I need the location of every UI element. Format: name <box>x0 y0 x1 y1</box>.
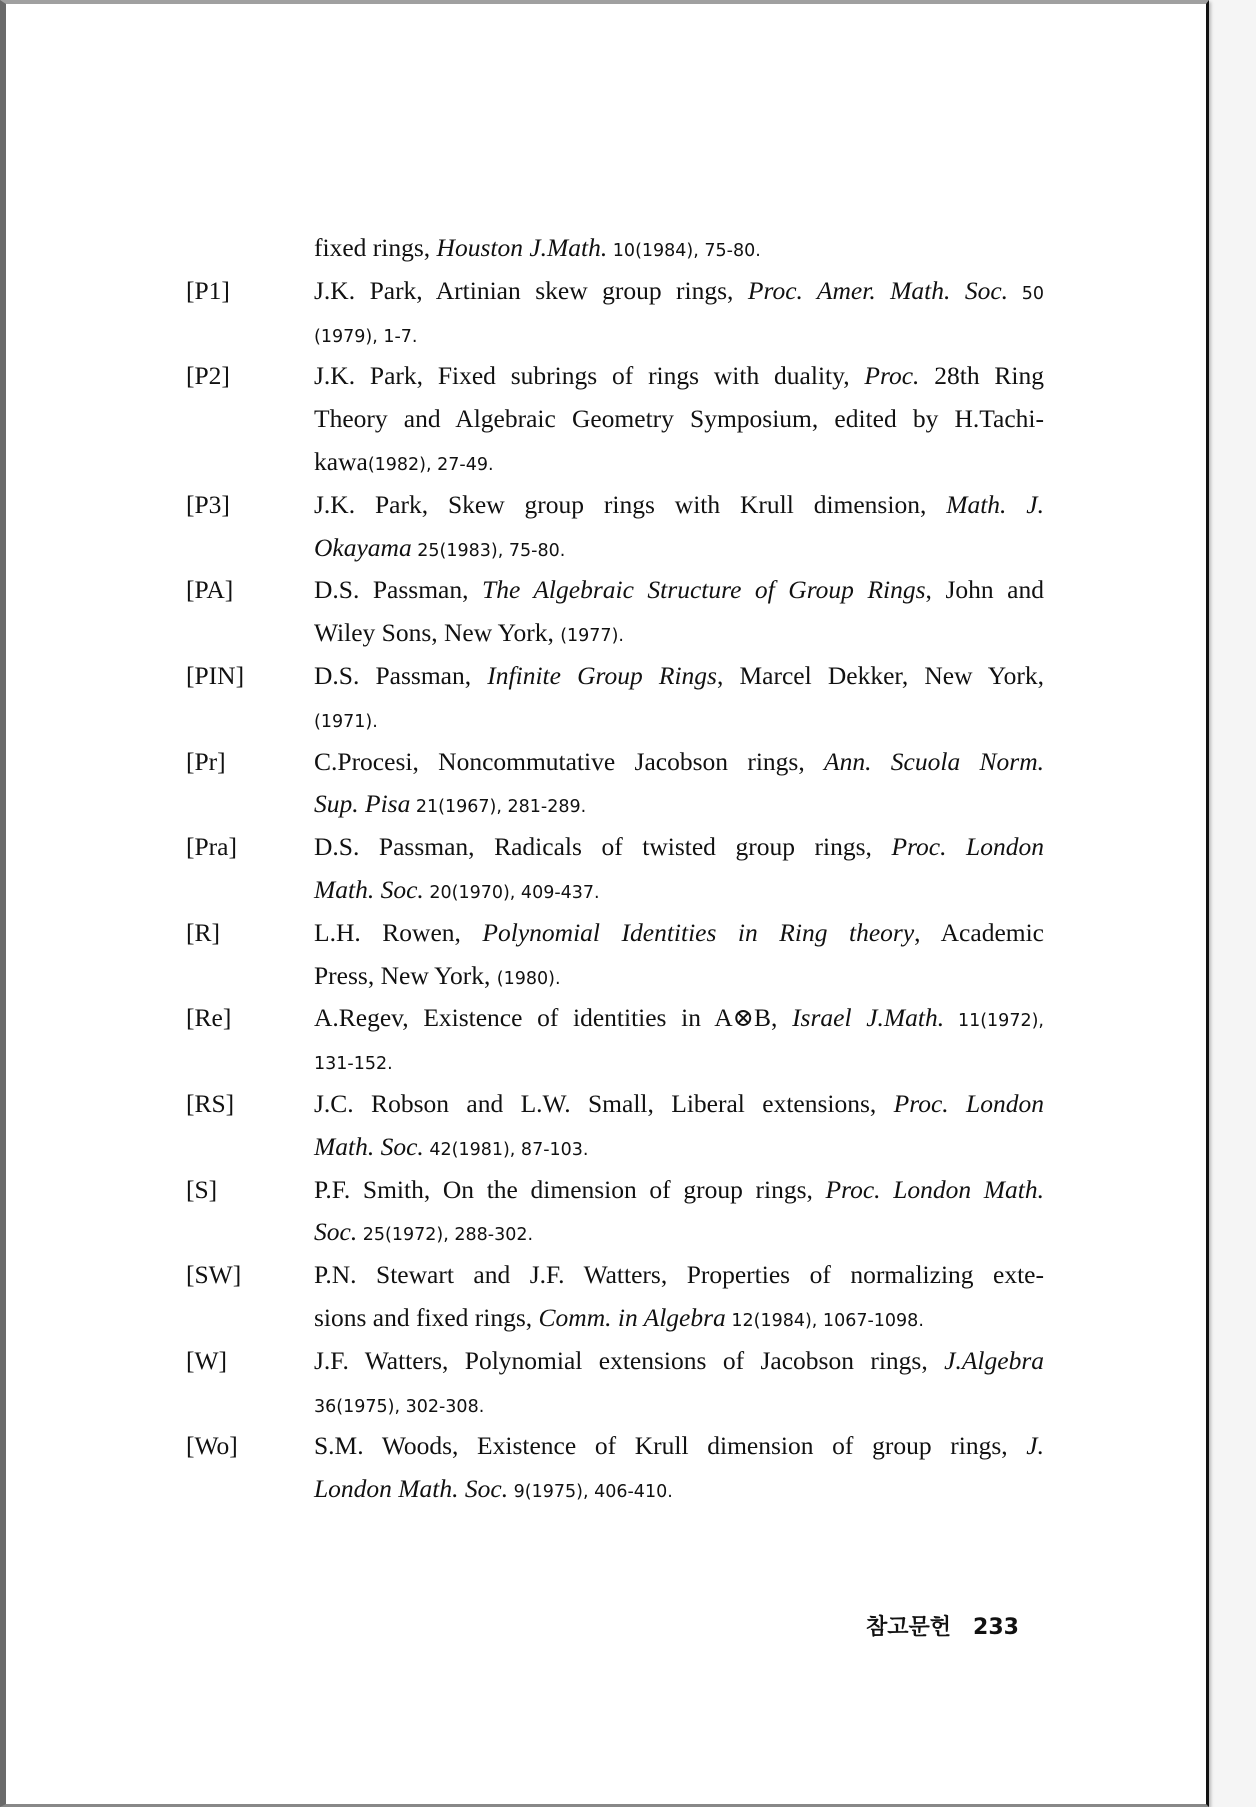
reference-source: Infinite Group Rings <box>487 661 717 690</box>
reference-source: Proc. <box>864 361 920 391</box>
reference-text: J.F. Watters, Polynomial extensions of Jacobson rings, <box>314 1345 945 1375</box>
reference-source: Comm. in Algebra <box>538 1303 726 1332</box>
reference-text: C.Procesi, Noncommutative Jacobson rings, <box>314 746 825 776</box>
reference-text: J.C. Robson and L.W. Small, Liberal extensions, <box>314 1089 894 1118</box>
reference-source: Math. Soc. <box>314 875 424 904</box>
reference-text: (1980). <box>496 968 561 989</box>
reference-line <box>314 354 1044 397</box>
reference-line <box>314 269 1044 312</box>
reference-source: Proc. London Math. <box>825 1174 1044 1204</box>
reference-line <box>314 868 1044 911</box>
reference-text: (1977). <box>560 626 624 647</box>
reference-text: 25(1983), 75-80. <box>411 540 566 561</box>
reference-line <box>314 226 1044 269</box>
reference-label: [PIN] <box>186 661 245 690</box>
reference-text: D.S. Passman, <box>314 575 483 605</box>
reference-line <box>314 1339 1044 1382</box>
reference-source: Okayama <box>314 532 412 562</box>
reference-line <box>314 397 1044 440</box>
reference-source: Math. Soc. <box>314 1131 424 1161</box>
reference-text: 28th Ring <box>919 361 1044 391</box>
reference-text: L.H. Rowen, <box>314 917 483 947</box>
reference-line <box>314 1210 1044 1253</box>
reference-label: [Pr] <box>186 746 226 776</box>
reference-label: [P1] <box>186 275 230 305</box>
reference-line <box>314 1039 1044 1082</box>
reference-source: Math. J. <box>946 489 1044 519</box>
reference-label: [Pra] <box>186 832 237 862</box>
reference-line <box>314 526 1044 569</box>
reference-source: Sup. Pisa <box>314 789 411 819</box>
reference-text: P.F. Smith, On the dimension of group rings, <box>314 1174 826 1204</box>
reference-label: [PA] <box>186 575 234 605</box>
reference-line <box>314 1382 1044 1425</box>
reference-line <box>314 1082 1044 1125</box>
reference-text: Press, New York, <box>314 960 497 990</box>
reference-line <box>314 611 1044 654</box>
reference-text: (1982), 27-49. <box>367 455 494 475</box>
reference-line <box>314 740 1044 783</box>
reference-label: [S] <box>186 1174 218 1204</box>
reference-text: (1971). <box>314 711 378 732</box>
reference-source: Ann. Scuola Norm. <box>824 746 1044 776</box>
reference-text: 20(1970), 409-437. <box>423 883 600 903</box>
reference-source: Israel J.Math. <box>792 1003 945 1033</box>
reference-text: J.K. Park, Artinian skew group rings, <box>314 275 748 305</box>
reference-line <box>314 697 1044 740</box>
reference-line <box>314 312 1044 355</box>
reference-text: A.Regev, Existence of identities in A⊗B, <box>314 1003 793 1033</box>
reference-text: , Academic <box>914 917 1044 947</box>
reference-source: Proc. London <box>891 832 1044 862</box>
reference-text: Wiley Sons, New York, <box>314 618 561 648</box>
reference-text: 11(1972), <box>944 1011 1044 1032</box>
reference-text: 42(1981), 87-103. <box>423 1139 589 1160</box>
reference-line <box>314 954 1044 997</box>
reference-text: 10(1984), 75-80. <box>607 241 761 261</box>
reference-label: [R] <box>186 917 220 947</box>
reference-text: kawa <box>314 447 368 476</box>
reference-line <box>314 911 1044 954</box>
reference-source: Proc. Amer. Math. Soc. <box>747 275 1009 305</box>
section-title: 참고문헌 <box>866 1615 952 1640</box>
reference-label: [W] <box>186 1345 228 1375</box>
reference-text: (1979), 1-7. <box>314 326 418 347</box>
page-number: 233 <box>973 1615 1019 1640</box>
reference-line <box>314 1467 1044 1510</box>
reference-line <box>314 1253 1044 1296</box>
reference-label: [P3] <box>186 489 230 519</box>
reference-text: S.M. Woods, Existence of Krull dimension of group rings, <box>314 1431 1027 1461</box>
reference-source: London Math. Soc. <box>314 1474 509 1504</box>
reference-line <box>314 782 1044 825</box>
reference-label: [Wo] <box>186 1431 238 1461</box>
reference-line <box>314 825 1044 868</box>
reference-source: Polynomial Identities in Ring theory <box>482 917 915 947</box>
reference-text: D.S. Passman, Radicals of twisted group rings, <box>314 832 892 862</box>
reference-text: 12(1984), 1067-1098. <box>725 1311 924 1331</box>
reference-text: Theory and Algebraic Geometry Symposium, edited by H.Tachi- <box>314 404 1044 434</box>
reference-text: 50 <box>1008 283 1044 304</box>
reference-label: [RS] <box>186 1089 235 1118</box>
reference-text: sions and fixed rings, <box>314 1303 539 1332</box>
reference-line <box>314 1424 1044 1467</box>
reference-line <box>314 1296 1044 1339</box>
page-footer <box>866 1610 1019 1641</box>
reference-line <box>314 1168 1044 1211</box>
reference-text: 9(1975), 406-410. <box>508 1482 673 1503</box>
reference-text: , John and <box>925 575 1044 605</box>
reference-text: J.K. Park, Fixed subrings of rings with duality, <box>314 361 865 391</box>
reference-text: 25(1972), 288-302. <box>357 1225 534 1246</box>
reference-line <box>314 654 1044 697</box>
reference-text: J.K. Park, Skew group rings with Krull dimension, <box>314 489 947 519</box>
reference-source: Proc. London <box>893 1089 1044 1118</box>
reference-line <box>314 1125 1044 1168</box>
reference-label: [Re] <box>186 1003 232 1033</box>
reference-text: 131-152. <box>314 1054 393 1075</box>
reference-source: Soc. <box>314 1217 358 1247</box>
reference-text: 36(1975), 302-308. <box>314 1396 485 1417</box>
reference-source: J. <box>1026 1431 1044 1461</box>
reference-text: 21(1967), 281-289. <box>410 797 587 818</box>
reference-line <box>314 568 1044 611</box>
reference-line <box>314 440 1044 483</box>
reference-source: J.Algebra <box>944 1345 1044 1375</box>
reference-source: The Algebraic Structure of Group Rings <box>482 575 926 605</box>
reference-label: [P2] <box>186 361 230 391</box>
reference-text: D.S. Passman, <box>314 661 488 690</box>
reference-text: P.N. Stewart and J.F. Watters, Properties of normalizing exte- <box>314 1260 1044 1290</box>
reference-label: [SW] <box>186 1260 242 1290</box>
reference-text: , Marcel Dekker, New York, <box>716 661 1044 690</box>
reference-text: fixed rings, <box>314 233 437 262</box>
reference-source: Houston J.Math. <box>436 233 608 262</box>
reference-line <box>314 996 1044 1039</box>
reference-line <box>314 483 1044 526</box>
